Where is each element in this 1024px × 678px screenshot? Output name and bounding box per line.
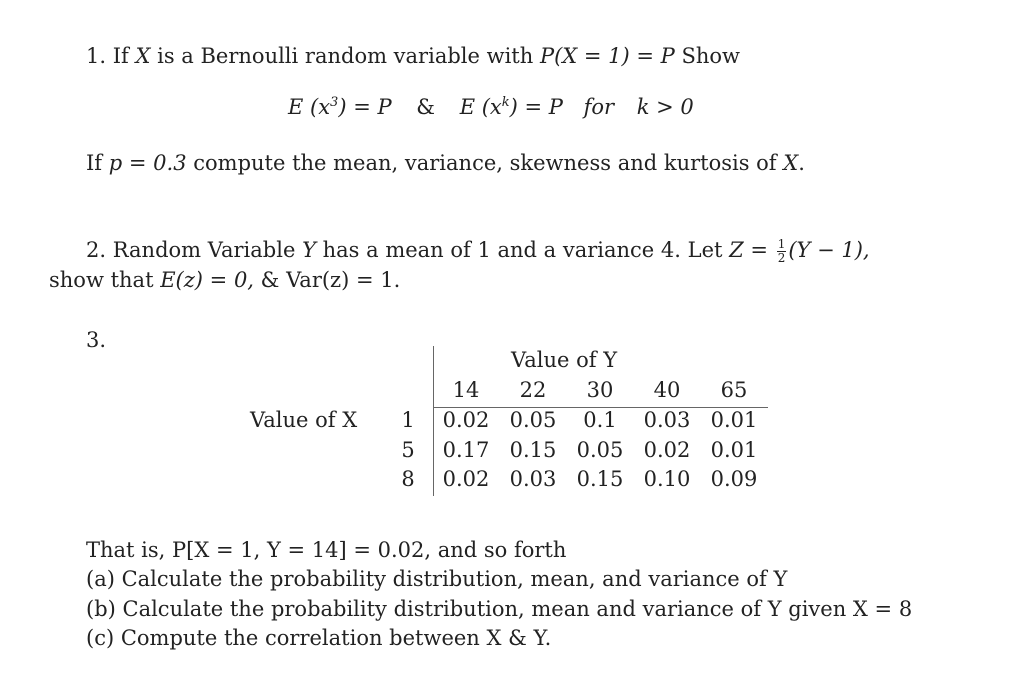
q1-probability-expr: P(X = 1) = P (539, 44, 675, 68)
q3-part-c: (c) Compute the correlation between X & Y. (86, 626, 552, 650)
q3-part-a: (a) Calculate the probability distribution, mean, and variance of Y (86, 567, 788, 591)
table-cell: 0.02 (442, 408, 490, 432)
table-row-label: 5 (401, 438, 415, 462)
table-cell: 0.09 (710, 467, 758, 491)
table-cell: 0.02 (442, 467, 490, 491)
q3-number: 3. (86, 328, 107, 352)
q1-line1: 1. If X is a Bernoulli random variable with P(X = 1) = P Show (86, 44, 741, 68)
table-col-heading: 40 (653, 378, 681, 402)
table-col-heading: 30 (586, 378, 614, 402)
q1-line3: If p = 0.3 compute the mean, variance, skewness and kurtosis of X. (86, 151, 805, 175)
table-cell: 0.03 (643, 408, 691, 432)
table-cell: 0.15 (509, 438, 557, 462)
table-col-heading: 22 (519, 378, 547, 402)
table-row-label: 1 (401, 408, 415, 432)
q3-part-b: (b) Calculate the probability distribution, mean and variance of Y given X = 8 (86, 597, 913, 621)
table-cell: 0.10 (643, 467, 691, 491)
table-cell: 0.01 (710, 408, 758, 432)
q2-line2: show that E(z) = 0, & Var(z) = 1. (49, 268, 401, 292)
table-cell: 0.17 (442, 438, 490, 462)
table-cell: 0.05 (576, 438, 624, 462)
table-cell: 0.01 (710, 438, 758, 462)
table-cell: 0.15 (576, 467, 624, 491)
table-cell: 0.1 (583, 408, 617, 432)
table-col-heading: 65 (720, 378, 748, 402)
q2-line1: 2. Random Variable Y has a mean of 1 and a variance 4. Let Z = $\frac{1}{2}$ (Y − 1), (86, 237, 870, 265)
q1-display-equation: E $(x^3) = P$ & E $(x^k) = P$ for k > 0 (288, 95, 694, 119)
table-cell: 0.02 (643, 438, 691, 462)
table-col-heading: 14 (452, 378, 480, 402)
q2-number: 2. (86, 238, 107, 262)
q1-number: 1. (86, 44, 107, 68)
half-fraction: $\frac{1}{2}$ (777, 237, 786, 265)
table-cell: 0.05 (509, 408, 557, 432)
table-col-header: Value of Y (511, 348, 618, 372)
q3-explanation: That is, P[X = 1, Y = 14] = 0.02, and so forth (86, 538, 567, 562)
table-vertical-rule (433, 346, 434, 496)
table-row-label: 8 (401, 467, 415, 491)
table-cell: 0.03 (509, 467, 557, 491)
table-row-header: Value of X (250, 408, 358, 432)
